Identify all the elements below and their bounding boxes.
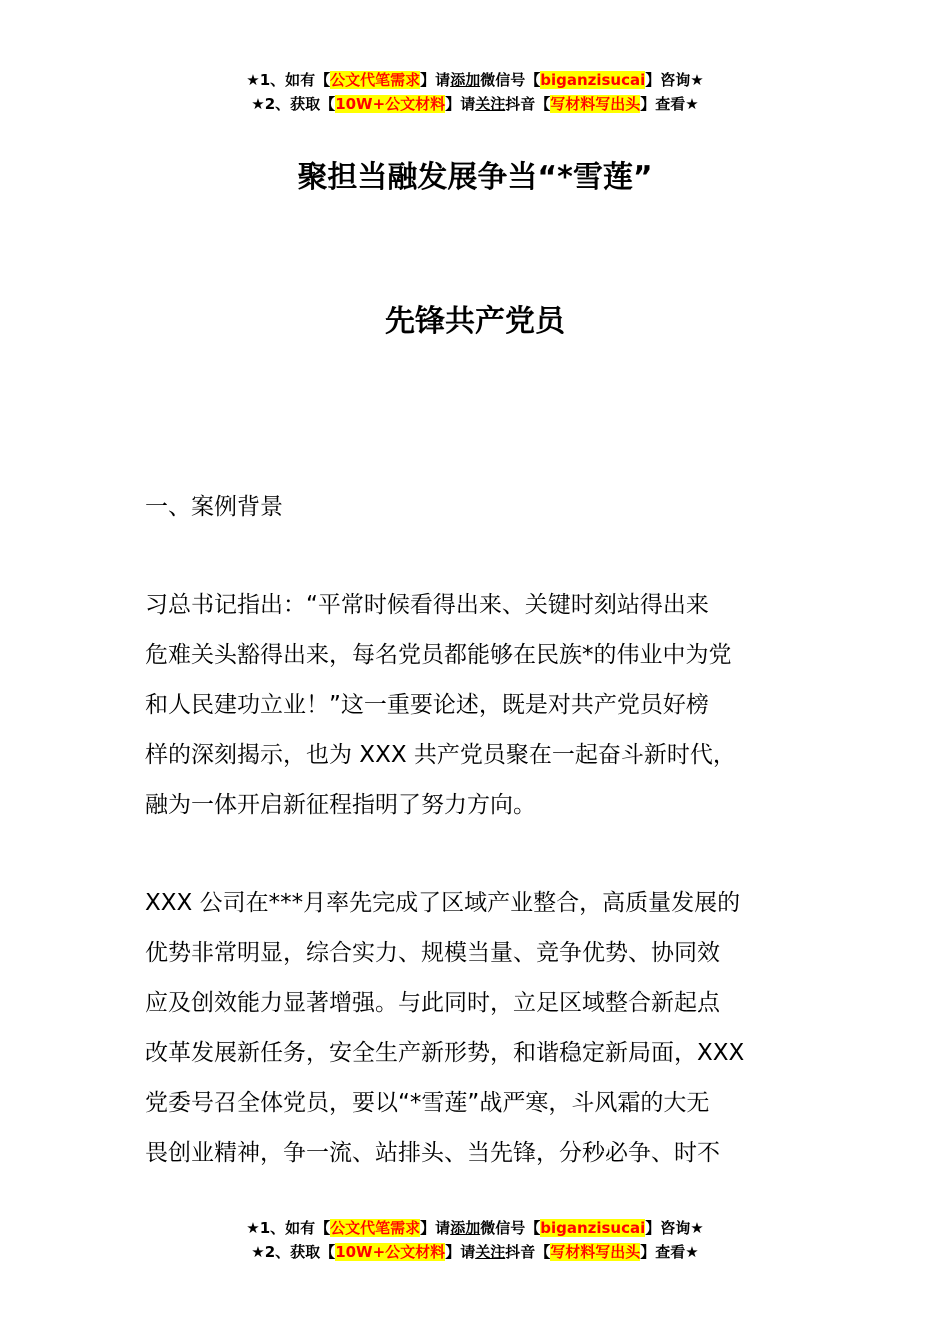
paragraph-line: 样的深刻揭示，也为 XXX 共产党员聚在一起奋斗新时代，: [145, 742, 736, 768]
paragraph-line: 融为一体开启新征程指明了努力方向。: [145, 792, 536, 818]
paragraph-line: 党委号召全体党员，要以“*雪莲”战严寒，斗风霜的大无: [145, 1090, 710, 1116]
banner-text: ★2、获取【: [251, 1243, 336, 1261]
banner-line-1: [0, 1216, 950, 1240]
banner-text: 】咨询★: [645, 1219, 704, 1237]
banner-line-2: [0, 1240, 950, 1264]
paragraph-line: XXX 公司在***月率先完成了区域产业整合，高质量发展的: [145, 890, 741, 916]
banner-text: ★1、如有【: [246, 1219, 331, 1237]
banner-text: 微信号【: [480, 71, 541, 89]
banner-line-2: [0, 92, 950, 116]
banner-highlight: biganzisucai: [540, 1219, 646, 1237]
banner-highlight: 公文代笔需求: [330, 1219, 421, 1237]
paragraph-1: [145, 580, 810, 830]
banner-highlight: biganzisucai: [540, 71, 646, 89]
banner-text: 】查看★: [640, 95, 699, 113]
banner-text: ★2、获取【: [251, 95, 336, 113]
banner-highlight: 写材料写出头: [550, 1243, 641, 1261]
banner-text: 抖音【: [505, 1243, 551, 1261]
banner-text: 抖音【: [505, 95, 551, 113]
banner-highlight: 写材料写出头: [550, 95, 641, 113]
banner-text: 】查看★: [640, 1243, 699, 1261]
banner-text: ★1、如有【: [246, 71, 331, 89]
banner-text: 】请: [420, 1219, 451, 1237]
banner-highlight: 10W+公文材料: [335, 1243, 446, 1261]
banner-underlined: 添加: [450, 1219, 481, 1237]
document-title-line-2: 先锋共产党员: [385, 304, 565, 339]
banner-underlined: 添加: [450, 71, 481, 89]
banner-text: 微信号【: [480, 1219, 541, 1237]
section-heading: 一、案例背景: [145, 494, 283, 520]
banner-text: 】咨询★: [645, 71, 704, 89]
banner-line-1: [0, 68, 950, 92]
banner-text: 】请: [420, 71, 451, 89]
paragraph-line: 畏创业精神，争一流、站排头、当先锋，分秒必争、时不: [145, 1140, 720, 1166]
paragraph-line: 危难关头豁得出来，每名党员都能够在民族*的伟业中为党: [145, 642, 732, 668]
paragraph-line: 和人民建功立业！”这一重要论述，既是对共产党员好榜: [145, 692, 709, 718]
banner-highlight: 10W+公文材料: [335, 95, 446, 113]
banner-underlined: 关注: [475, 95, 506, 113]
banner-underlined: 关注: [475, 1243, 506, 1261]
paragraph-line: 优势非常明显，综合实力、规模当量、竞争优势、协同效: [145, 940, 720, 966]
paragraph-line: 习总书记指出：“平常时候看得出来、关键时刻站得出来: [145, 592, 709, 618]
banner-highlight: 公文代笔需求: [330, 71, 421, 89]
paragraph-2: [145, 878, 810, 1178]
paragraph-line: 应及创效能力显著增强。与此同时，立足区域整合新起点: [145, 990, 720, 1016]
document-title-line-1: 聚担当融发展争当“*雪莲”: [297, 160, 653, 195]
footer-banner: [0, 1216, 950, 1264]
header-banner: [0, 68, 950, 116]
banner-text: 】请: [445, 95, 476, 113]
banner-text: 】请: [445, 1243, 476, 1261]
paragraph-line: 改革发展新任务，安全生产新形势，和谐稳定新局面，XXX: [145, 1040, 745, 1066]
